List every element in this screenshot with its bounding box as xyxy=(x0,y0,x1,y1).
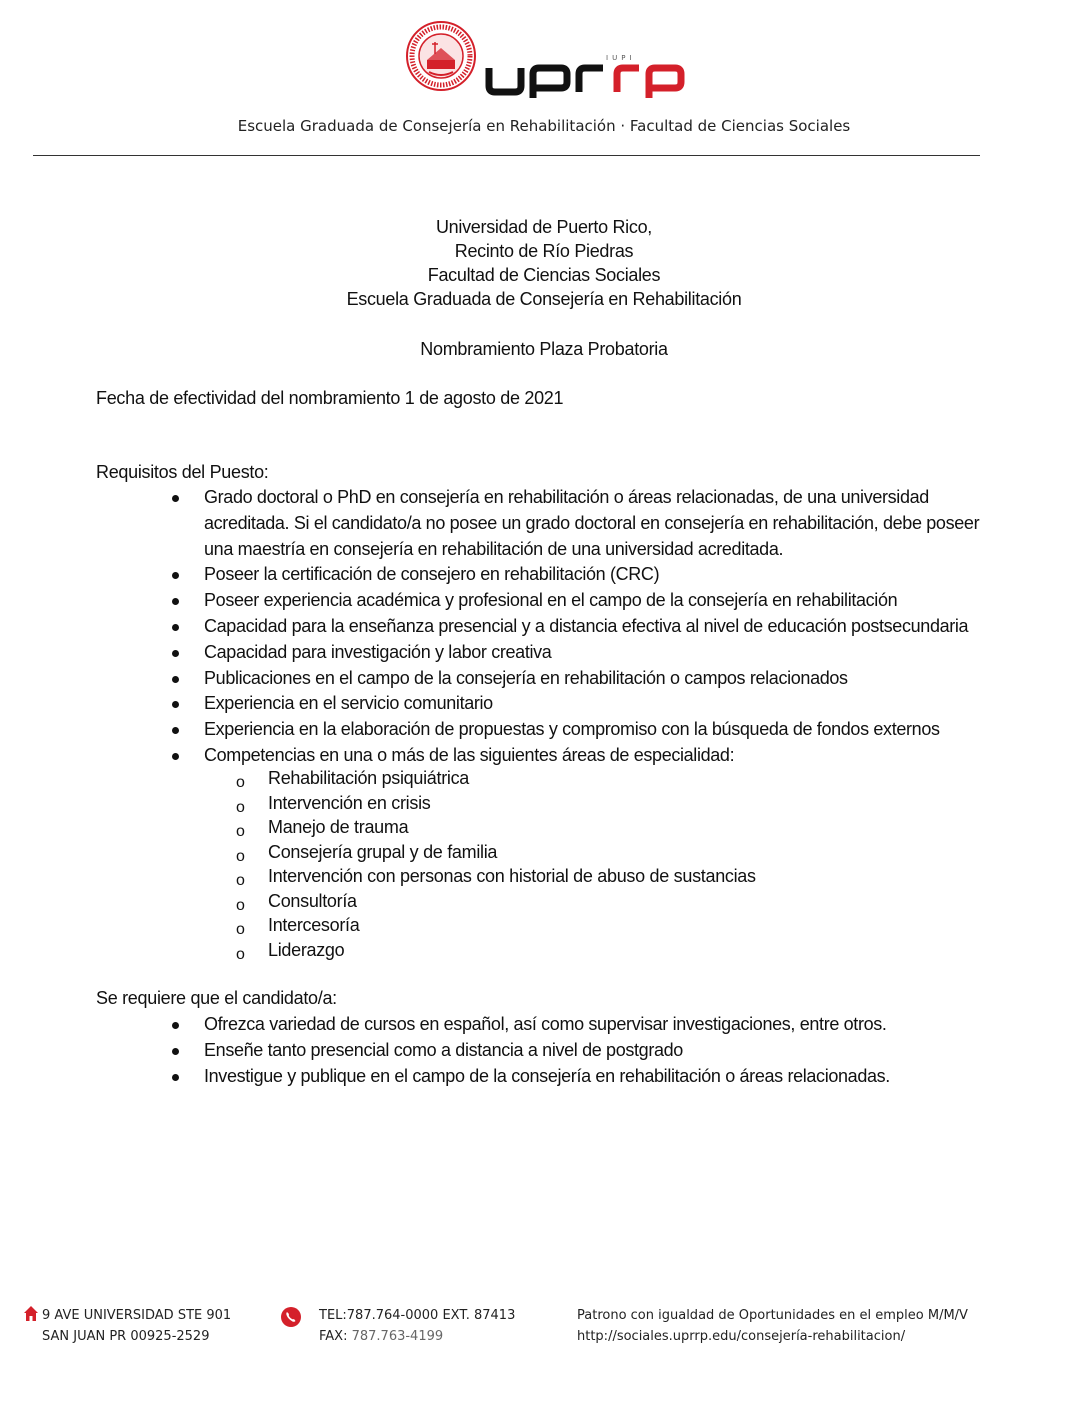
list-item: Competencias en una o más de las siguientes áreas de especialidad: xyxy=(0,743,984,769)
bullet-icon xyxy=(172,676,179,683)
sub-bullet-icon: o xyxy=(236,896,245,914)
sub-bullet-icon: o xyxy=(236,774,245,791)
website-link[interactable]: http://sociales.uprrp.edu/consejería-rehabilitacion/ xyxy=(577,1329,906,1344)
document-title xyxy=(0,215,1088,311)
sub-bullet-icon: o xyxy=(236,872,245,889)
sub-bullet-icon: o xyxy=(236,847,245,865)
list-item: Experiencia en el servicio comunitario xyxy=(0,691,984,717)
list-item: Investigue y publique en el campo de la consejería en rehabilitación o áreas relacionadas. xyxy=(0,1064,984,1090)
address-line: 9 AVE UNIVERSIDAD STE 901 xyxy=(42,1308,232,1323)
bullet-icon xyxy=(172,624,179,631)
list-item: o Liderazgo xyxy=(0,938,756,963)
requirements-list xyxy=(0,485,1000,769)
list-item: o Consultoría xyxy=(0,889,756,914)
bullet-icon xyxy=(172,495,179,502)
appointment-type: Nombramiento Plaza Probatoria xyxy=(420,339,668,359)
list-item: Publicaciones en el campo de la consejería en rehabilitación o campos relacionados xyxy=(0,666,984,692)
header-divider xyxy=(33,155,980,156)
bullet-icon xyxy=(172,598,179,605)
university-seal-icon xyxy=(405,20,477,92)
list-item: Ofrezca variedad de cursos en español, así como supervisar investigaciones, entre otros. xyxy=(0,1012,984,1038)
uprrp-wordmark xyxy=(485,50,685,98)
bullet-icon xyxy=(172,753,179,760)
sub-bullet-icon: o xyxy=(236,945,245,963)
bullet-icon xyxy=(172,1074,179,1081)
list-item: Capacidad para investigación y labor creativa xyxy=(0,640,984,666)
sub-bullet-icon: o xyxy=(236,823,245,840)
list-item: o Intercesoría xyxy=(0,913,756,938)
requirements-heading: Requisitos del Puesto: xyxy=(96,462,269,482)
bullet-icon xyxy=(172,572,179,579)
uprrp-logo xyxy=(405,20,685,100)
fax-line xyxy=(319,1326,443,1347)
bullet-icon xyxy=(172,701,179,708)
phone-icon xyxy=(281,1307,301,1327)
fax-label: FAX: xyxy=(319,1329,348,1344)
list-item: o Intervención en crisis xyxy=(0,791,756,816)
phone-number: TEL:787.764-0000 EXT. 87413 xyxy=(319,1308,516,1323)
fax-number: 787.763-4199 xyxy=(351,1329,444,1344)
sub-bullet-icon: o xyxy=(236,921,245,938)
title-line: Universidad de Puerto Rico, xyxy=(435,217,652,237)
candidate-heading: Se requiere que el candidato/a: xyxy=(96,988,337,1008)
employer-note: Patrono con igualdad de Oportunidades en el empleo M/M/V xyxy=(577,1308,968,1323)
home-icon xyxy=(24,1306,38,1321)
list-item: Grado doctoral o PhD en consejería en rehabilitación o áreas relacionadas, de una universidad acreditada. Si el candidato/a no posee un grado doctoral en consejería en rehabilitación, debe poseer una maestría en consejería en rehabilitación de una universidad acreditada. xyxy=(0,485,984,562)
list-item: o Rehabilitación psiquiátrica xyxy=(0,766,756,791)
effective-date: Fecha de efectividad del nombramiento 1 de agosto de 2021 xyxy=(96,388,564,408)
bullet-icon xyxy=(172,1022,179,1029)
title-line: Recinto de Río Piedras xyxy=(454,241,634,261)
list-item: o Intervención con personas con historial de abuso de sustancias xyxy=(0,864,756,889)
title-line: Escuela Graduada de Consejería en Rehabilitación xyxy=(346,289,742,309)
bullet-icon xyxy=(172,727,179,734)
list-item: Enseñe tanto presencial como a distancia a nivel de postgrado xyxy=(0,1038,984,1064)
list-item: Poseer experiencia académica y profesional en el campo de la consejería en rehabilitación xyxy=(0,588,984,614)
title-line: Facultad de Ciencias Sociales xyxy=(427,265,661,285)
list-item: Poseer la certificación de consejero en rehabilitación (CRC) xyxy=(0,562,984,588)
sub-bullet-icon: o xyxy=(236,798,245,816)
list-item: Experiencia en la elaboración de propuestas y compromiso con la búsqueda de fondos externos xyxy=(0,717,984,743)
list-item: o Manejo de trauma xyxy=(0,815,756,840)
list-item: o Consejería grupal y de familia xyxy=(0,840,756,865)
address-line: SAN JUAN PR 00925-2529 xyxy=(42,1329,210,1344)
list-item: Capacidad para la enseñanza presencial y a distancia efectiva al nivel de educación postsecundaria xyxy=(0,614,984,640)
logo-tagline: IUPI xyxy=(606,54,636,62)
bullet-icon xyxy=(172,1048,179,1055)
bullet-icon xyxy=(172,650,179,657)
specialties-list xyxy=(0,766,756,962)
header-subtitle: Escuela Graduada de Consejería en Rehabilitación · Facultad de Ciencias Sociales xyxy=(237,117,851,135)
page-footer xyxy=(0,1305,1088,1355)
candidate-list xyxy=(0,1012,1000,1089)
